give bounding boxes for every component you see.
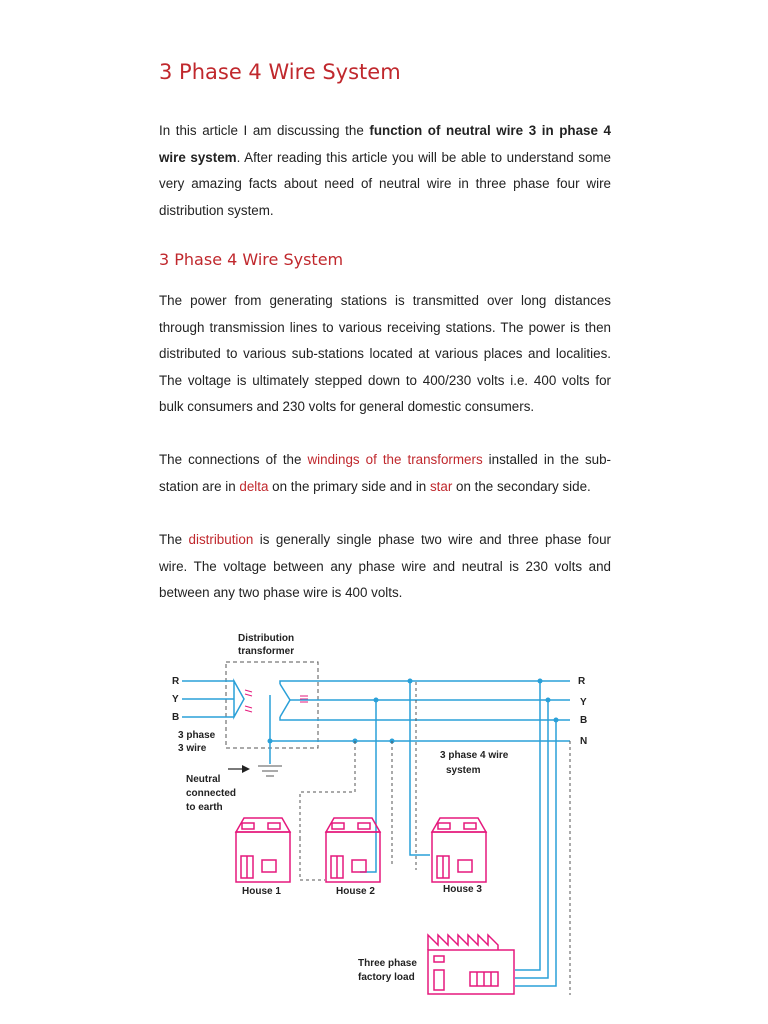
earth-arrow [228,765,250,773]
transformer-box [226,662,318,748]
text: installed in the sub-station are in [159,452,612,494]
house-3-label: House 3 [443,884,482,895]
junction-dots [268,679,559,744]
right-r-label: R [578,676,586,687]
distribution-link[interactable]: distribution [188,532,254,547]
right-y-label: Y [580,697,587,708]
power-paragraph: The power from generating stations is transmitted over long distances through transmission lines to various receiving stations. The power is then distributed to various sub-stations located at various places and localities. The voltage is ultimately stepped down to 400/230 volts i.e. 400 volts for bulk consumers and 230 volts for general domestic consumers. [159,293,611,414]
transformer-label: transformer [238,646,295,657]
factory-label: factory load [358,972,415,983]
system-label: system [446,765,481,776]
delta-link[interactable]: delta [239,478,269,494]
left-y-label: Y [172,694,179,705]
distribution-paragraph [159,527,611,607]
page-title: 3 Phase 4 Wire System [159,60,401,84]
neutral-label: Neutral [186,774,221,785]
star-link[interactable]: star [429,478,453,494]
intro-bold: function of neutral wire 3 in phase 4 wire system [159,123,611,165]
connections-paragraph [159,447,611,500]
three-phase-label: 3 wire [178,743,207,754]
right-b-label: B [580,715,588,726]
intro-paragraph [159,118,611,224]
three-phase-label: 3 phase [178,730,216,741]
star-winding [280,684,302,717]
house-2-label: House 2 [336,886,375,897]
text: is generally single phase two wire and three phase four wire. The voltage between any phase wire and neutral is 230 volts and between any two phase wire is 400 volts. [159,532,612,600]
earth-symbol [258,766,282,776]
text: The connections of the [159,452,308,467]
intro-text: In this article I am discussing the [159,123,370,138]
neutral-label: connected [186,788,237,799]
house-3-shape [432,818,486,882]
section-heading: 3 Phase 4 Wire System [159,250,344,269]
primary-lines [182,681,244,717]
left-b-label: B [172,712,180,723]
three-phase-diagram [150,620,600,1005]
house-1-shape [236,818,290,882]
text: on the primary side and in [268,478,430,494]
transformer-label: Distribution [238,633,295,644]
intro-text-end: . After reading this article you will be able to understand some very amazing facts about need of neutral wire in three phase four wire distribution system. [159,149,611,218]
system-label: 3 phase 4 wire [440,750,509,761]
coil-marks [245,690,308,712]
neutral-label: to earth [186,802,223,813]
left-r-label: R [172,676,180,687]
factory-shape [428,935,514,994]
secondary-lines [270,681,570,764]
house-1-label: House 1 [242,886,281,897]
house-drops [300,682,570,995]
windings-link[interactable]: windings of the transformers [307,452,483,467]
right-n-label: N [580,736,588,747]
factory-label: Three phase [358,958,417,969]
text: on the secondary side. [452,478,591,494]
text: The [159,532,189,547]
